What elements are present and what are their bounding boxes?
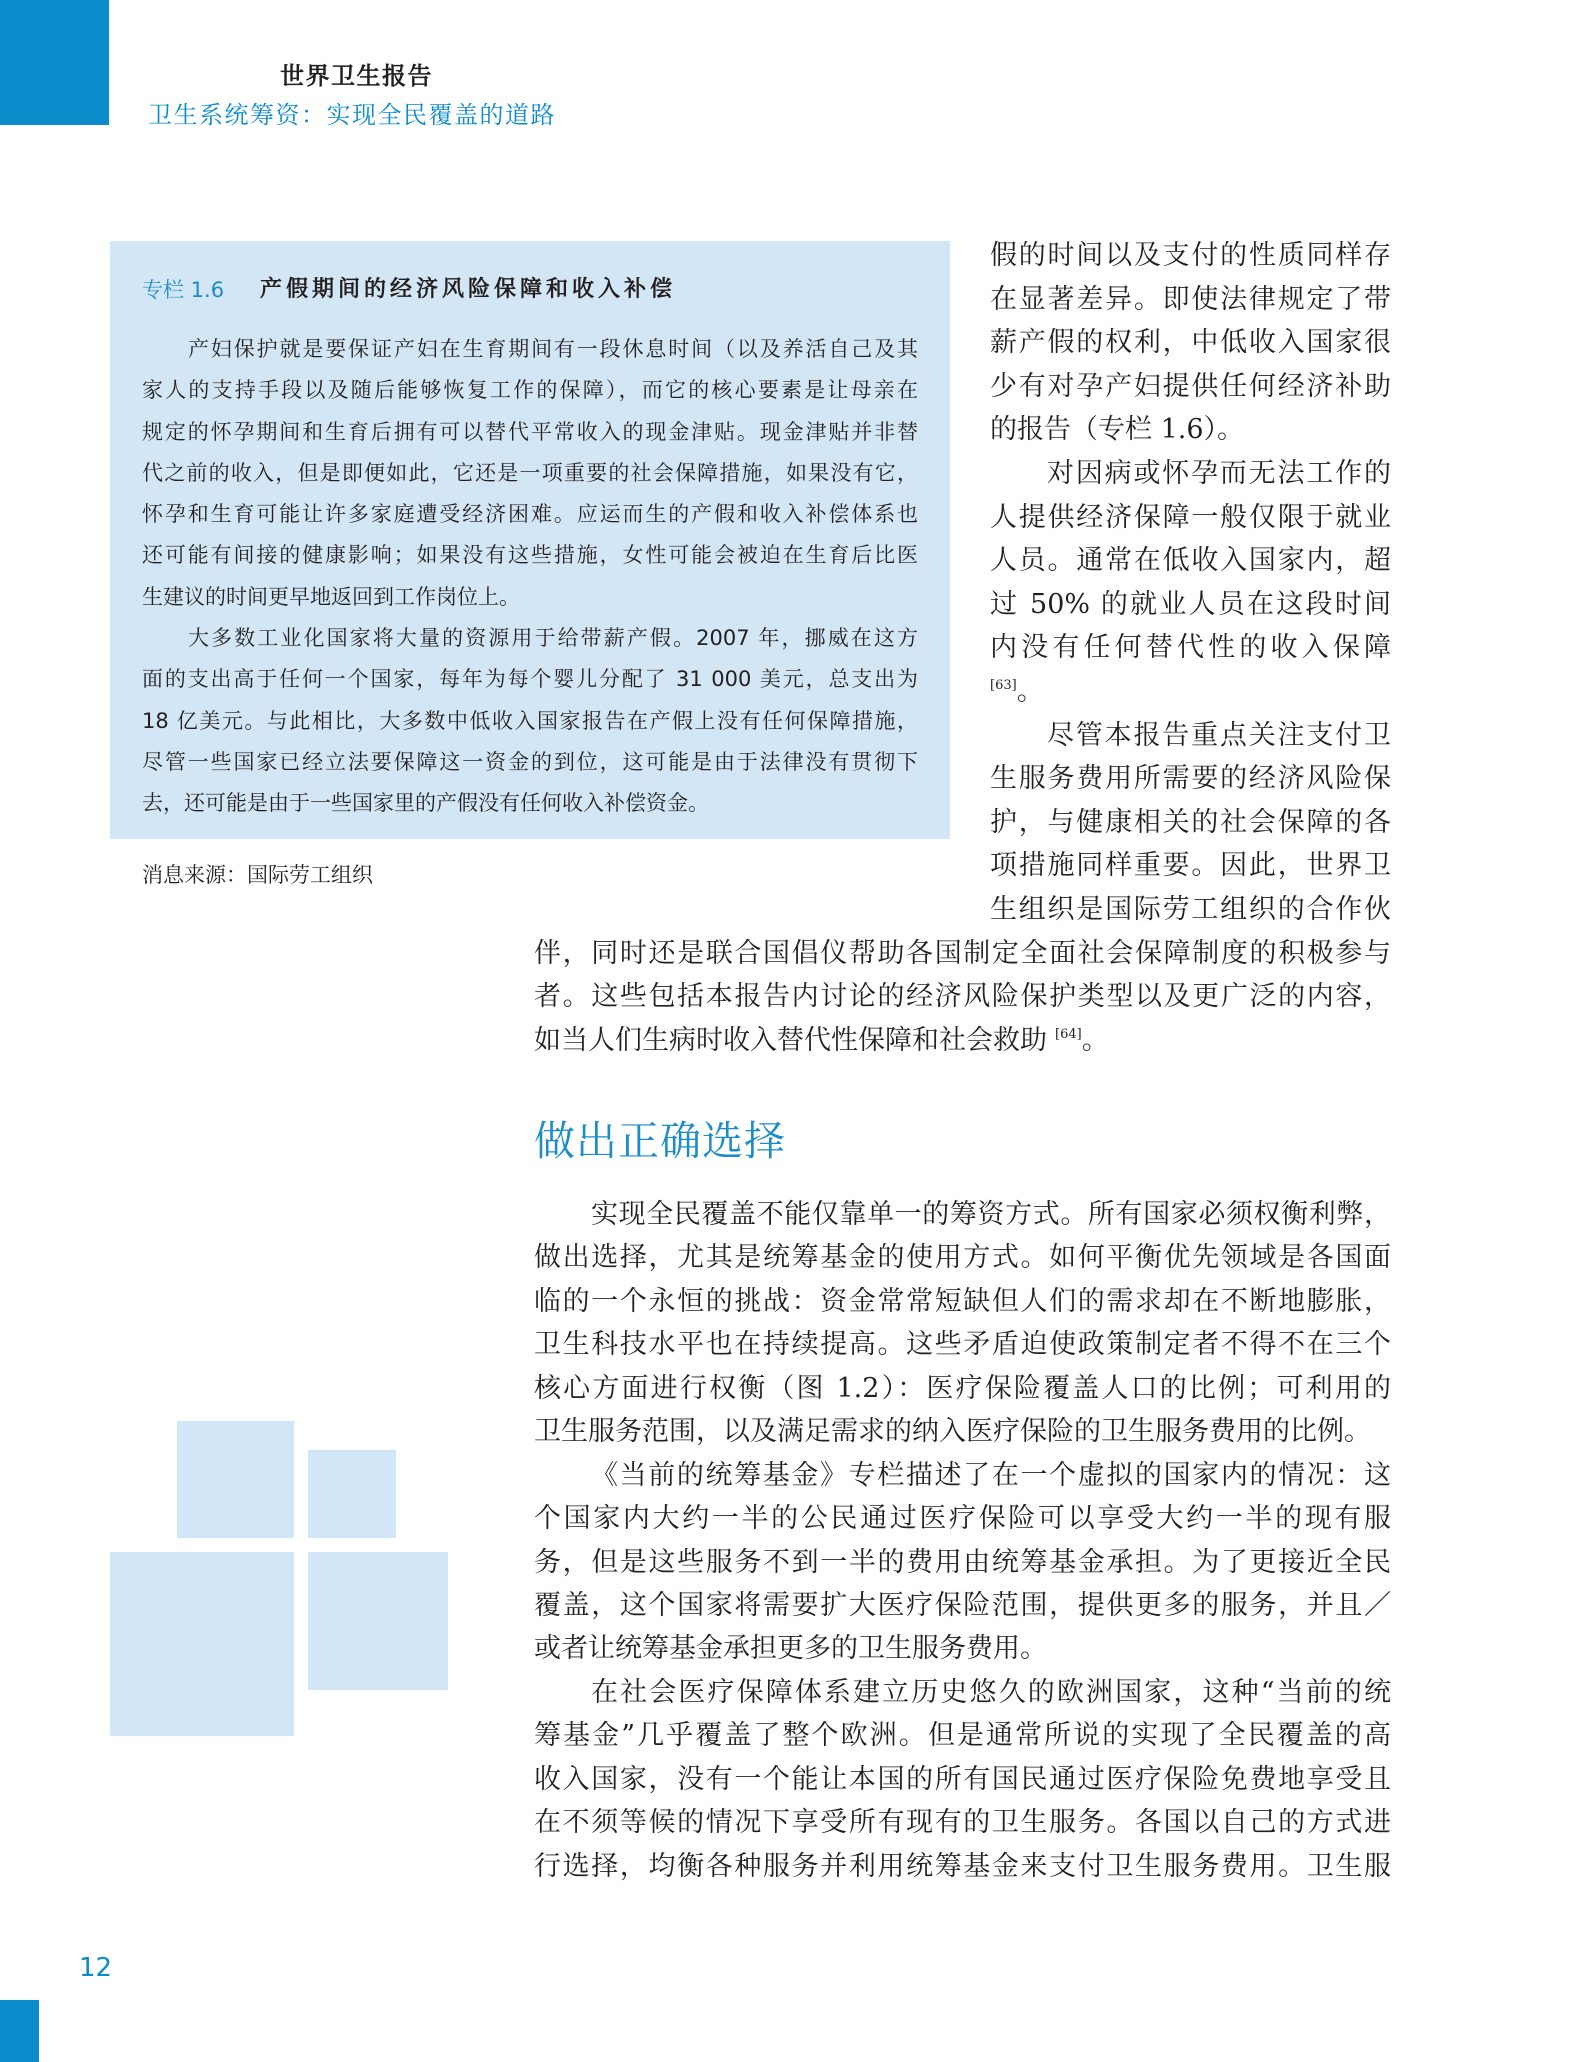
body-text-line: 尽管本报告重点关注支付卫 bbox=[1047, 719, 1391, 751]
body-text-line: 卫生科技水平也在持续提高。这些矛盾迫使政策制定者不得不在三个 bbox=[534, 1329, 1391, 1361]
box-number: 专栏 1.6 bbox=[142, 278, 225, 302]
box-body bbox=[142, 329, 918, 825]
body-text-line: 假的时间以及支付的性质同样存 bbox=[990, 240, 1391, 271]
body-text-line: 项措施同样重要。因此，世界卫 bbox=[990, 850, 1391, 882]
body-text-line: 务，但是这些服务不到一半的费用由统筹基金承担。为了更接近全民 bbox=[534, 1546, 1391, 1578]
body-text-line: 或者让统筹基金承担更多的卫生服务费用。 bbox=[534, 1633, 1047, 1665]
box-text-line: 产妇保护就是要保证产妇在生育期间有一段休息时间（以及养活自己及其 bbox=[188, 337, 918, 361]
box-text-line: 去，还可能是由于一些国家里的产假没有任何收入补偿资金。 bbox=[142, 791, 709, 816]
box-panel bbox=[110, 241, 950, 839]
body-text-line: 护，与健康相关的社会保障的各 bbox=[990, 806, 1391, 838]
body-text-line: 过 50% 的就业人员在这段时间 bbox=[990, 588, 1391, 620]
body-text-line: 筹基金”几乎覆盖了整个欧洲。但是通常所说的实现了全民覆盖的高 bbox=[534, 1720, 1391, 1752]
body-text-line: 卫生服务范围，以及满足需求的纳入医疗保险的卫生服务费用的比例。 bbox=[534, 1416, 1371, 1448]
box-text-line: 规定的怀孕期间和生育后拥有可以替代平常收入的现金津贴。现金津贴并非替 bbox=[142, 419, 918, 444]
box-source-note: 消息来源：国际劳工组织 bbox=[142, 863, 373, 887]
body-text-line: 在显著差异。即使法律规定了带 bbox=[990, 283, 1391, 315]
box-text-line: 18 亿美元。与此相比，大多数中低收入国家报告在产假上没有任何保障措施， bbox=[142, 708, 918, 733]
body-text-line: 实现全民覆盖不能仅靠单一的筹资方式。所有国家必须权衡利弊， bbox=[591, 1199, 1391, 1230]
body-text-line: 收入国家，没有一个能让本国的所有国民通过医疗保险免费地享受且 bbox=[534, 1763, 1391, 1795]
body-text-line: 者。这些包括本报告内讨论的经济风险保护类型以及更广泛的内容， bbox=[534, 981, 1391, 1013]
body-text-line: 人员。通常在低收入国家内，超 bbox=[990, 545, 1391, 577]
body-text-line: 伴，同时还是联合国倡仪帮助各国制定全面社会保障制度的积极参与 bbox=[534, 937, 1391, 969]
decorative-square bbox=[110, 1552, 294, 1736]
box-text-line: 大多数工业化国家将大量的资源用于给带薪产假。2007 年，挪威在这方 bbox=[188, 626, 918, 651]
box-title: 产假期间的经济风险保障和收入补偿 bbox=[260, 277, 677, 302]
decorative-square bbox=[308, 1552, 448, 1690]
box-text-line: 还可能有间接的健康影响；如果没有这些措施，女性可能会被迫在生育后比医 bbox=[142, 543, 918, 568]
body-text-line: 覆盖，这个国家将需要扩大医疗保险范围，提供更多的服务，并且／ bbox=[534, 1589, 1391, 1621]
body-text-line: 《当前的统筹基金》专栏描述了在一个虚拟的国家内的情况：这 bbox=[591, 1459, 1391, 1491]
body-text-line: 少有对孕产妇提供任何经济补助 bbox=[990, 370, 1391, 402]
decorative-square bbox=[308, 1450, 396, 1538]
header-color-block bbox=[0, 0, 109, 125]
body-text-line: 个国家内大约一半的公民通过医疗保险可以享受大约一半的现有服 bbox=[534, 1503, 1391, 1535]
box-text-line: 生建议的时间更早地返回到工作岗位上。 bbox=[142, 584, 520, 609]
reference-tail: 。 bbox=[1081, 1024, 1109, 1056]
section-heading: 做出正确选择 bbox=[534, 1117, 786, 1165]
running-header-title: 世界卫生报告 bbox=[280, 61, 433, 90]
body-text-line: 行选择，均衡各种服务并利用统筹基金来支付卫生服务费用。卫生服 bbox=[534, 1850, 1391, 1882]
body-column-narrow bbox=[990, 234, 1391, 932]
body-text-line bbox=[534, 1019, 1391, 1063]
body-text-line: 内没有任何替代性的收入保障 bbox=[990, 632, 1391, 664]
body-text-line: 人提供经济保障一般仅限于就业 bbox=[990, 501, 1391, 533]
body-text-line: 临的一个永恒的挑战：资金常常短缺但人们的需求却在不断地膨胀， bbox=[534, 1285, 1391, 1317]
reference-marker: [64] bbox=[1055, 1026, 1082, 1042]
reference-tail: 。 bbox=[1016, 675, 1044, 707]
body-text-line: 薪产假的权利，中低收入国家很 bbox=[990, 327, 1391, 359]
page-number: 12 bbox=[79, 1953, 113, 1983]
body-text-line: 生组织是国际劳工组织的合作伙 bbox=[990, 893, 1391, 925]
box-text-line: 怀孕和生育可能让许多家庭遭受经济困难。应运而生的产假和收入补偿体系也 bbox=[142, 502, 918, 527]
box-text-line: 面的支出高于任何一个国家，每年为每个婴儿分配了 31 000 美元，总支出为 bbox=[142, 667, 918, 692]
running-header-subtitle: 卫生系统筹资：实现全民覆盖的道路 bbox=[148, 101, 556, 129]
decorative-square bbox=[177, 1421, 294, 1538]
body-column-wide bbox=[534, 932, 1391, 1063]
body-text-line: 的报告（专栏 1.6）。 bbox=[990, 414, 1245, 446]
box-text-line: 家人的支持手段以及随后能够恢复工作的保障），而它的核心要素是让母亲在 bbox=[142, 378, 918, 403]
body-text-line: 在社会医疗保障体系建立历史悠久的欧洲国家，这种“当前的统 bbox=[591, 1676, 1391, 1708]
body-text-line bbox=[990, 670, 1391, 714]
box-text-line: 尽管一些国家已经立法要保障这一资金的到位，这可能是由于法律没有贯彻下 bbox=[142, 749, 918, 774]
section-body bbox=[534, 1193, 1391, 1888]
body-text-line: 核心方面进行权衡（图 1.2）：医疗保险覆盖人口的比例；可利用的 bbox=[534, 1372, 1391, 1404]
reference-marker: [63] bbox=[990, 677, 1017, 693]
body-text: 如当人们生病时收入替代性保障和社会救助 bbox=[534, 1024, 1047, 1056]
body-text-line: 在不须等候的情况下享受所有现有的卫生服务。各国以自己的方式进 bbox=[534, 1807, 1391, 1839]
body-text-line: 对因病或怀孕而无法工作的 bbox=[1047, 457, 1391, 489]
body-text-line: 生服务费用所需要的经济风险保 bbox=[990, 763, 1391, 795]
box-text-line: 代之前的收入，但是即便如此，它还是一项重要的社会保障措施，如果没有它， bbox=[142, 460, 918, 485]
body-text-line: 做出选择，尤其是统筹基金的使用方式。如何平衡优先领域是各国面 bbox=[534, 1242, 1391, 1274]
footer-color-block bbox=[0, 2000, 39, 2062]
